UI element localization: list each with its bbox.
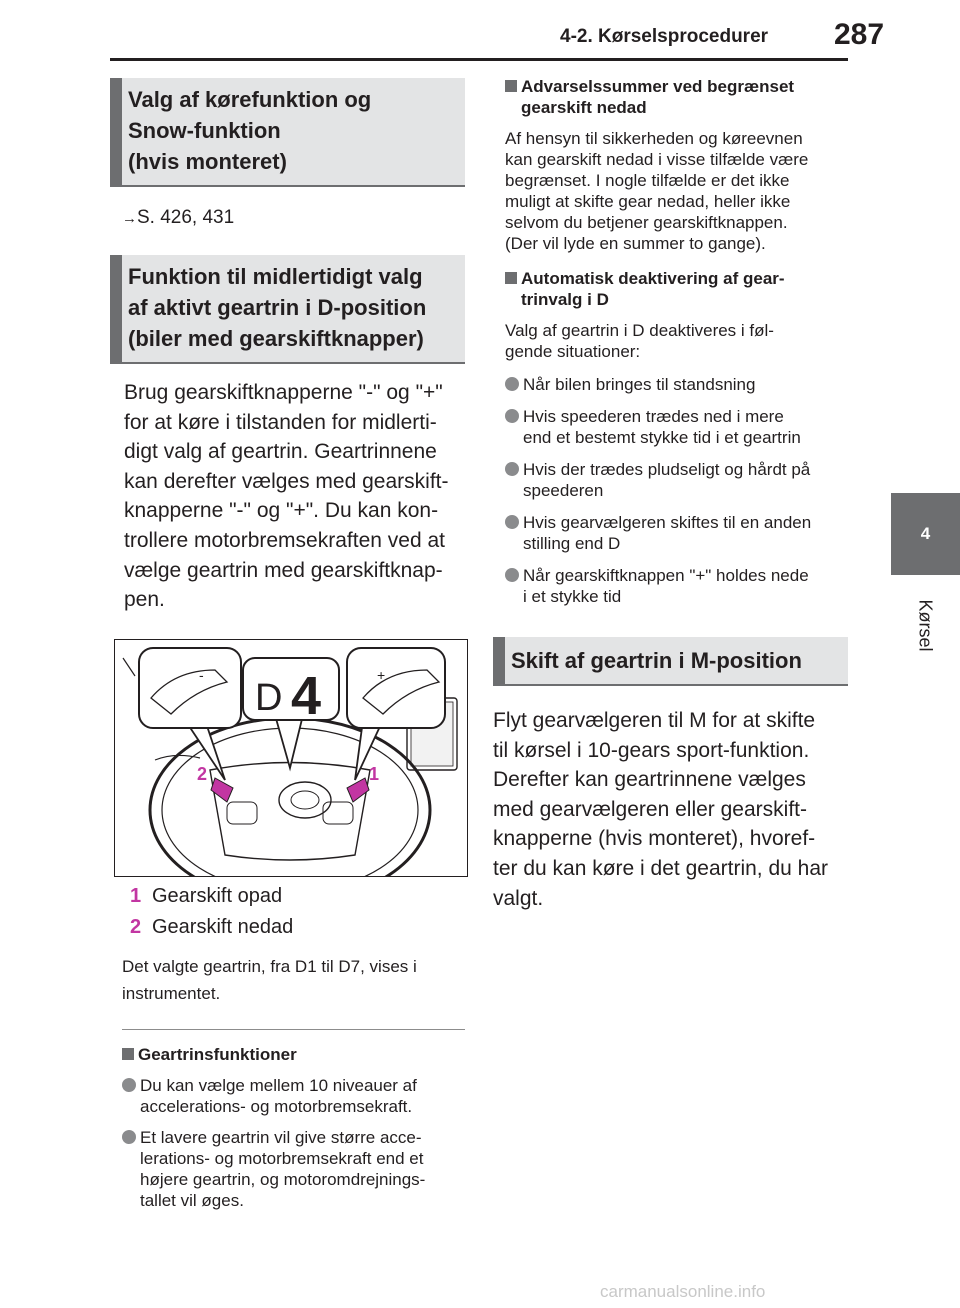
bullet-line: Hvis der trædes pludseligt og hårdt på xyxy=(523,460,811,479)
bullet-item xyxy=(122,1075,465,1117)
section-heading-temporary-gear xyxy=(110,255,465,364)
para-line: kan gearskift nedad i visse tilfælde være xyxy=(505,150,809,169)
bullet-line: end et bestemt stykke tid i et geartrin xyxy=(523,428,801,447)
subheading-line: trinvalg i D xyxy=(521,290,609,309)
note-line: Det valgte geartrin, fra D1 til D7, vises i xyxy=(122,956,417,976)
body-line: pen. xyxy=(124,588,165,612)
bullet-item xyxy=(505,565,848,607)
auto-intro xyxy=(505,320,848,362)
body-line: knapperne "-" og "+". Du kan kon- xyxy=(124,499,439,523)
legend-text: Gearskift nedad xyxy=(152,915,294,938)
bullet-line: accelerations- og motorbremsekraft. xyxy=(140,1096,413,1116)
legend-item-2 xyxy=(130,916,465,939)
body-line: Derefter kan geartrinnene vælges xyxy=(493,768,806,792)
page-number: 287 xyxy=(834,18,885,51)
body-line: kan derefter vælges med gearskift- xyxy=(124,469,449,493)
bullet-line: Du kan vælge mellem 10 niveauer af xyxy=(140,1075,417,1095)
watermark-text: carmanualsonline.info xyxy=(600,1282,766,1301)
bullet-line: speederen xyxy=(523,481,604,500)
warning-paragraph xyxy=(505,128,848,254)
subheading-line: Automatisk deaktivering af gear- xyxy=(521,269,785,288)
bullet-item xyxy=(122,1127,465,1211)
bullet-line: lerations- og motorbremsekraft end et xyxy=(140,1148,424,1168)
legend-item-1 xyxy=(130,885,465,908)
body-line: Brug gearskiftknapperne "-" og "+" xyxy=(124,381,443,404)
gear-display-number: 4 xyxy=(291,665,322,726)
bullet-item xyxy=(505,406,848,448)
minus-label: - xyxy=(199,666,204,683)
body-line: Flyt gearvælgeren til M for at skifte xyxy=(493,709,816,732)
gear-display-letter: D xyxy=(255,676,283,719)
section-heading-m-position: Skift af geartrin i M-position xyxy=(493,637,848,686)
callout-2: 2 xyxy=(197,763,208,784)
heading-line: (biler med gearskiftknapper) xyxy=(128,326,424,351)
bullet-item xyxy=(505,512,848,554)
para-line: begrænset. I nogle tilfælde er det ikke xyxy=(505,171,790,190)
para-line: muligt at skifte gear nedad, heller ikke xyxy=(505,192,791,211)
running-header-title: 4-2. Kørselsprocedurer xyxy=(560,26,769,47)
subheading-gear-functions: Geartrinsfunktioner xyxy=(122,1044,465,1065)
body-line: trollere motorbremsekraften ved at xyxy=(124,528,445,552)
body-text-m-position xyxy=(493,706,848,913)
body-line: vælge geartrin med gearskiftknap- xyxy=(124,558,443,582)
bullet-line: Når gearskiftknappen "+" holdes nede xyxy=(523,566,809,585)
body-text-temporary-gear xyxy=(110,378,465,615)
legend-text: Gearskift opad xyxy=(152,884,283,907)
heading-line: Snow-funktion xyxy=(128,118,281,143)
bullet-line: højere geartrin, og motoromdrejnings- xyxy=(140,1169,426,1189)
callout-1: 1 xyxy=(369,763,380,784)
subheading-line: Advarselssummer ved begrænset xyxy=(521,77,795,96)
body-line: til kørsel i 10-gears sport-funktion. xyxy=(493,738,810,762)
heading-line: (hvis monteret) xyxy=(128,149,287,174)
cross-reference[interactable] xyxy=(122,207,465,229)
section-heading-drive-mode xyxy=(110,78,465,187)
bullet-line: Hvis speederen trædes ned i mere xyxy=(523,407,784,426)
body-line: knapperne (hvis monteret), hvoref- xyxy=(493,827,816,851)
bullet-item xyxy=(505,459,848,501)
body-line: ter du kan køre i det geartrin, du har xyxy=(493,856,829,880)
left-column xyxy=(110,78,465,1211)
bullet-item xyxy=(505,374,848,395)
bullet-line: Når bilen bringes til standsning xyxy=(523,375,756,394)
bullet-line: Hvis gearvælgeren skiftes til en anden xyxy=(523,513,812,532)
heading-line: Funktion til midlertidigt valg xyxy=(128,264,423,289)
para-line: Af hensyn til sikkerheden og køreevnen xyxy=(505,129,803,148)
note-line: instrumentet. xyxy=(122,983,221,1003)
body-line: digt valg af geartrin. Geartrinnene xyxy=(124,440,437,464)
body-line: for at køre i tilstanden for midlerti- xyxy=(124,410,437,434)
cross-reference-text: S. 426, 431 xyxy=(137,207,235,228)
para-line: selvom du betjener gearskiftknappen. xyxy=(505,213,788,232)
legend-number: 1 xyxy=(130,884,142,907)
arrow-right-icon: → xyxy=(122,210,137,227)
plus-label: + xyxy=(377,666,386,683)
heading-line: Valg af kørefunktion og xyxy=(128,87,372,112)
heading-line: af aktivt geartrin i D-position xyxy=(128,295,427,320)
body-line: med gearvælgeren eller gearskift- xyxy=(493,797,807,821)
right-column xyxy=(493,74,848,913)
bullet-line: stilling end D xyxy=(523,534,621,553)
subheading-line: gearskift nedad xyxy=(521,98,647,117)
chapter-tab[interactable]: 4 xyxy=(891,493,960,575)
body-line: valgt. xyxy=(493,886,544,910)
paddle-shift-illustration xyxy=(114,639,468,877)
bullet-line: Et lavere geartrin vil give større acce- xyxy=(140,1127,422,1147)
legend-number: 2 xyxy=(130,915,142,938)
bullet-line: tallet vil øges. xyxy=(140,1190,244,1210)
steering-wheel-figure xyxy=(115,640,467,876)
para-line: Valg af geartrin i D deaktiveres i føl- xyxy=(505,321,774,340)
display-note xyxy=(122,953,465,1007)
para-line: gende situationer: xyxy=(505,342,641,361)
bullet-line: i et stykke tid xyxy=(523,587,622,606)
header-rule xyxy=(110,58,848,61)
chapter-label: Kørsel xyxy=(915,599,936,652)
subheading-auto-deactivation xyxy=(505,268,848,310)
para-line: (Der vil lyde en summer to gange). xyxy=(505,234,766,253)
section-divider xyxy=(122,1029,465,1030)
subheading-warning-buzzer xyxy=(505,76,848,118)
